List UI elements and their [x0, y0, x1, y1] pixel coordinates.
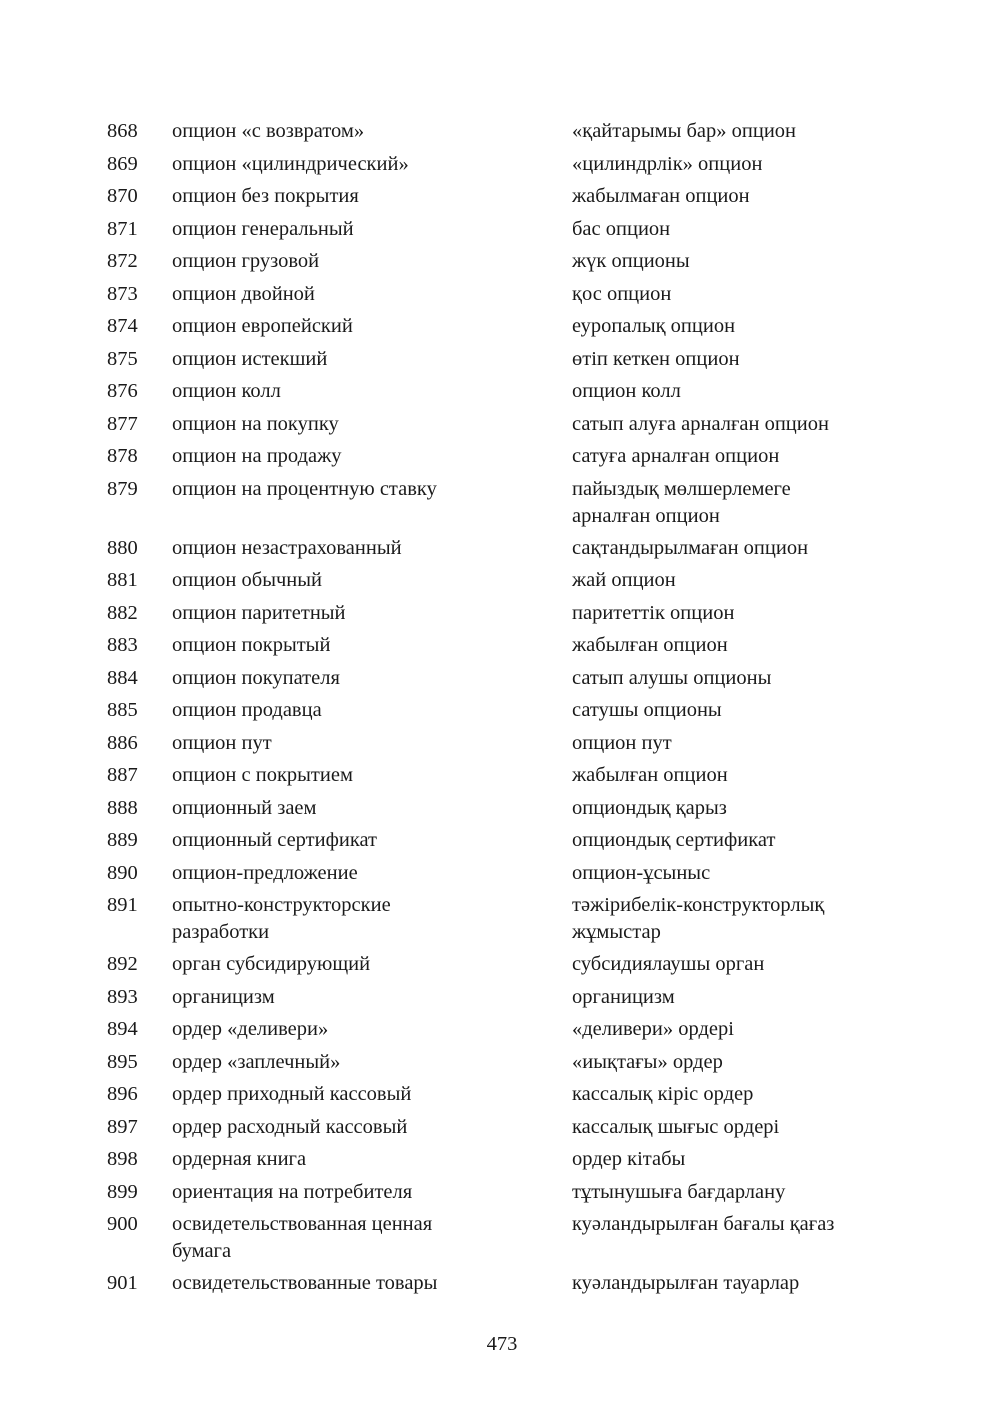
entry-number: 880 [107, 536, 138, 559]
glossary-entry [0, 313, 1004, 340]
entry-russian-term: опцион покрытый [172, 634, 331, 656]
glossary-entry [0, 632, 1004, 659]
glossary-entry [0, 984, 1004, 1011]
glossary-entry [0, 346, 1004, 373]
entry-kazakh-term: тәжірибелік-конструкторлық жұмыстар [572, 894, 825, 943]
entry-kazakh-term: жай опцион [572, 569, 676, 591]
entry-kazakh-term: жабылған опцион [572, 634, 728, 656]
glossary-entry [0, 1270, 1004, 1297]
entry-number: 874 [107, 315, 138, 337]
entry-kazakh-term: еуропалық опцион [572, 315, 736, 337]
entry-number: 878 [107, 445, 138, 467]
entry-kazakh-term: ордер кітабы [572, 1148, 686, 1170]
entry-russian-term: освидетельствованная ценная бумага [172, 1213, 433, 1262]
entry-number: 870 [107, 185, 138, 207]
entry-kazakh-term: органицизм [572, 985, 675, 1008]
entry-number: 898 [107, 1148, 138, 1170]
entry-kazakh-term: сатып алуға арналған опцион [572, 412, 829, 435]
entry-russian-term: ориентация на потребителя [172, 1180, 413, 1203]
entry-russian-term: опцион-предложение [172, 861, 358, 884]
entry-kazakh-term: опциондық сертификат [572, 829, 776, 851]
entry-number: 897 [107, 1115, 138, 1138]
entry-russian-term: опцион на покупку [172, 412, 339, 435]
entry-number: 888 [107, 796, 138, 819]
entry-russian-term: опцион истекший [172, 347, 328, 370]
glossary-entry [0, 183, 1004, 210]
glossary-entry [0, 411, 1004, 438]
entry-number: 869 [107, 152, 138, 175]
glossary-entry [0, 378, 1004, 405]
entry-russian-term: освидетельствованные товары [172, 1272, 438, 1294]
entry-russian-term: опцион паритетный [172, 601, 346, 624]
entry-kazakh-term: опцион колл [572, 380, 681, 402]
entry-russian-term: опцион «с возвратом» [172, 120, 365, 142]
entry-kazakh-term: кассалық шығыс ордері [572, 1115, 780, 1138]
entry-kazakh-term: куәландырылған бағалы қағаз [572, 1213, 835, 1235]
glossary-entry [0, 600, 1004, 627]
entry-kazakh-term: өтіп кеткен опцион [572, 347, 740, 370]
entry-kazakh-term: бас опцион [572, 217, 671, 240]
entry-number: 900 [107, 1213, 138, 1235]
entry-number: 892 [107, 953, 138, 975]
entry-kazakh-term: куәландырылған тауарлар [572, 1272, 800, 1294]
entry-number: 889 [107, 829, 138, 851]
entry-russian-term: опцион европейский [172, 315, 353, 337]
entry-number: 868 [107, 120, 138, 142]
entry-kazakh-term: қос опцион [572, 282, 672, 305]
entry-number: 876 [107, 380, 138, 402]
entry-kazakh-term: «деливери» ордері [572, 1018, 734, 1040]
entry-russian-term: ордерная книга [172, 1148, 307, 1170]
entry-kazakh-term: опцион-ұсыныс [572, 861, 711, 884]
glossary-entry [0, 1114, 1004, 1141]
glossary-entry [0, 697, 1004, 724]
glossary-entry [0, 151, 1004, 178]
entry-russian-term: опытно-конструкторские разработки [172, 894, 391, 943]
entry-kazakh-term: сатуға арналған опцион [572, 445, 780, 467]
entry-russian-term: опцион покупателя [172, 666, 340, 689]
entry-russian-term: органицизм [172, 985, 275, 1008]
entry-russian-term: ордер «деливери» [172, 1018, 329, 1040]
entry-kazakh-term: сатушы опционы [572, 699, 722, 721]
entry-kazakh-term: субсидиялаушы орган [572, 953, 765, 975]
entry-kazakh-term: жүк опционы [572, 250, 690, 272]
entry-russian-term: опцион незастрахованный [172, 536, 402, 559]
entry-russian-term: опцион продавца [172, 699, 322, 721]
entry-russian-term: опцион двойной [172, 282, 315, 305]
entry-number: 881 [107, 569, 138, 591]
glossary-entry [0, 476, 1004, 530]
entry-russian-term: опцион генеральный [172, 217, 354, 240]
glossary-entry [0, 892, 1004, 946]
entry-number: 886 [107, 731, 138, 754]
entry-kazakh-term: сақтандырылмаған опцион [572, 536, 809, 559]
entry-number: 872 [107, 250, 138, 272]
entry-russian-term: опцион с покрытием [172, 764, 353, 786]
glossary-entry [0, 535, 1004, 562]
entry-kazakh-term: «цилиндрлік» опцион [572, 152, 763, 175]
entry-russian-term: опционный заем [172, 796, 317, 819]
glossary-entry [0, 118, 1004, 145]
glossary-entry [0, 1179, 1004, 1206]
entry-russian-term: ордер приходный кассовый [172, 1083, 412, 1105]
entry-russian-term: опцион на процентную ставку [172, 477, 437, 500]
entry-kazakh-term: тұтынушыға бағдарлану [572, 1180, 786, 1203]
glossary-entry [0, 1211, 1004, 1265]
entry-number: 887 [107, 764, 138, 786]
entry-number: 873 [107, 282, 138, 305]
glossary-entry [0, 567, 1004, 594]
entry-number: 885 [107, 699, 138, 721]
glossary-entry [0, 860, 1004, 887]
entry-kazakh-term: «қайтарымы бар» опцион [572, 120, 797, 142]
entry-russian-term: опцион пут [172, 731, 272, 754]
entry-number: 896 [107, 1083, 138, 1105]
entry-number: 891 [107, 894, 138, 916]
entry-russian-term: опцион «цилиндрический» [172, 152, 409, 175]
glossary-entry [0, 730, 1004, 757]
entry-kazakh-term: жабылмаған опцион [572, 185, 750, 207]
glossary-entry [0, 1146, 1004, 1173]
entry-russian-term: опцион без покрытия [172, 185, 359, 207]
glossary-entry [0, 827, 1004, 854]
entry-number: 875 [107, 347, 138, 370]
entry-russian-term: опцион колл [172, 380, 281, 402]
entry-russian-term: опцион грузовой [172, 250, 320, 272]
glossary-entry [0, 951, 1004, 978]
entry-number: 882 [107, 601, 138, 624]
entry-kazakh-term: пайыздық мөлшерлемеге арналған опцион [572, 477, 791, 527]
entry-number: 879 [107, 477, 138, 500]
glossary-entry [0, 1016, 1004, 1043]
glossary-entry [0, 443, 1004, 470]
entry-number: 883 [107, 634, 138, 656]
entry-number: 899 [107, 1180, 138, 1203]
entry-kazakh-term: опциондық қарыз [572, 796, 727, 819]
entry-russian-term: опционный сертификат [172, 829, 378, 851]
entry-number: 871 [107, 217, 138, 240]
entry-kazakh-term: опцион пут [572, 731, 672, 754]
entry-russian-term: орган субсидирующий [172, 953, 371, 975]
glossary-entries [0, 118, 1004, 1303]
entry-number: 901 [107, 1272, 138, 1294]
entry-number: 894 [107, 1018, 138, 1040]
glossary-entry [0, 1081, 1004, 1108]
glossary-entry [0, 1049, 1004, 1076]
glossary-entry [0, 248, 1004, 275]
entry-number: 893 [107, 985, 138, 1008]
glossary-entry [0, 281, 1004, 308]
entry-number: 884 [107, 666, 138, 689]
entry-russian-term: ордер расходный кассовый [172, 1115, 408, 1138]
glossary-entry [0, 795, 1004, 822]
entry-kazakh-term: паритеттік опцион [572, 601, 735, 624]
entry-number: 890 [107, 861, 138, 884]
entry-kazakh-term: «иықтағы» ордер [572, 1050, 723, 1073]
entry-russian-term: опцион на продажу [172, 445, 342, 467]
glossary-entry [0, 762, 1004, 789]
glossary-entry [0, 216, 1004, 243]
entry-russian-term: ордер «заплечный» [172, 1050, 341, 1073]
glossary-entry [0, 665, 1004, 692]
entry-number: 895 [107, 1050, 138, 1073]
entry-kazakh-term: сатып алушы опционы [572, 666, 772, 689]
entry-kazakh-term: жабылған опцион [572, 764, 728, 786]
page-number: 473 [486, 1333, 518, 1355]
entry-number: 877 [107, 412, 138, 435]
entry-kazakh-term: кассалық кіріс ордер [572, 1083, 754, 1105]
entry-russian-term: опцион обычный [172, 569, 322, 591]
